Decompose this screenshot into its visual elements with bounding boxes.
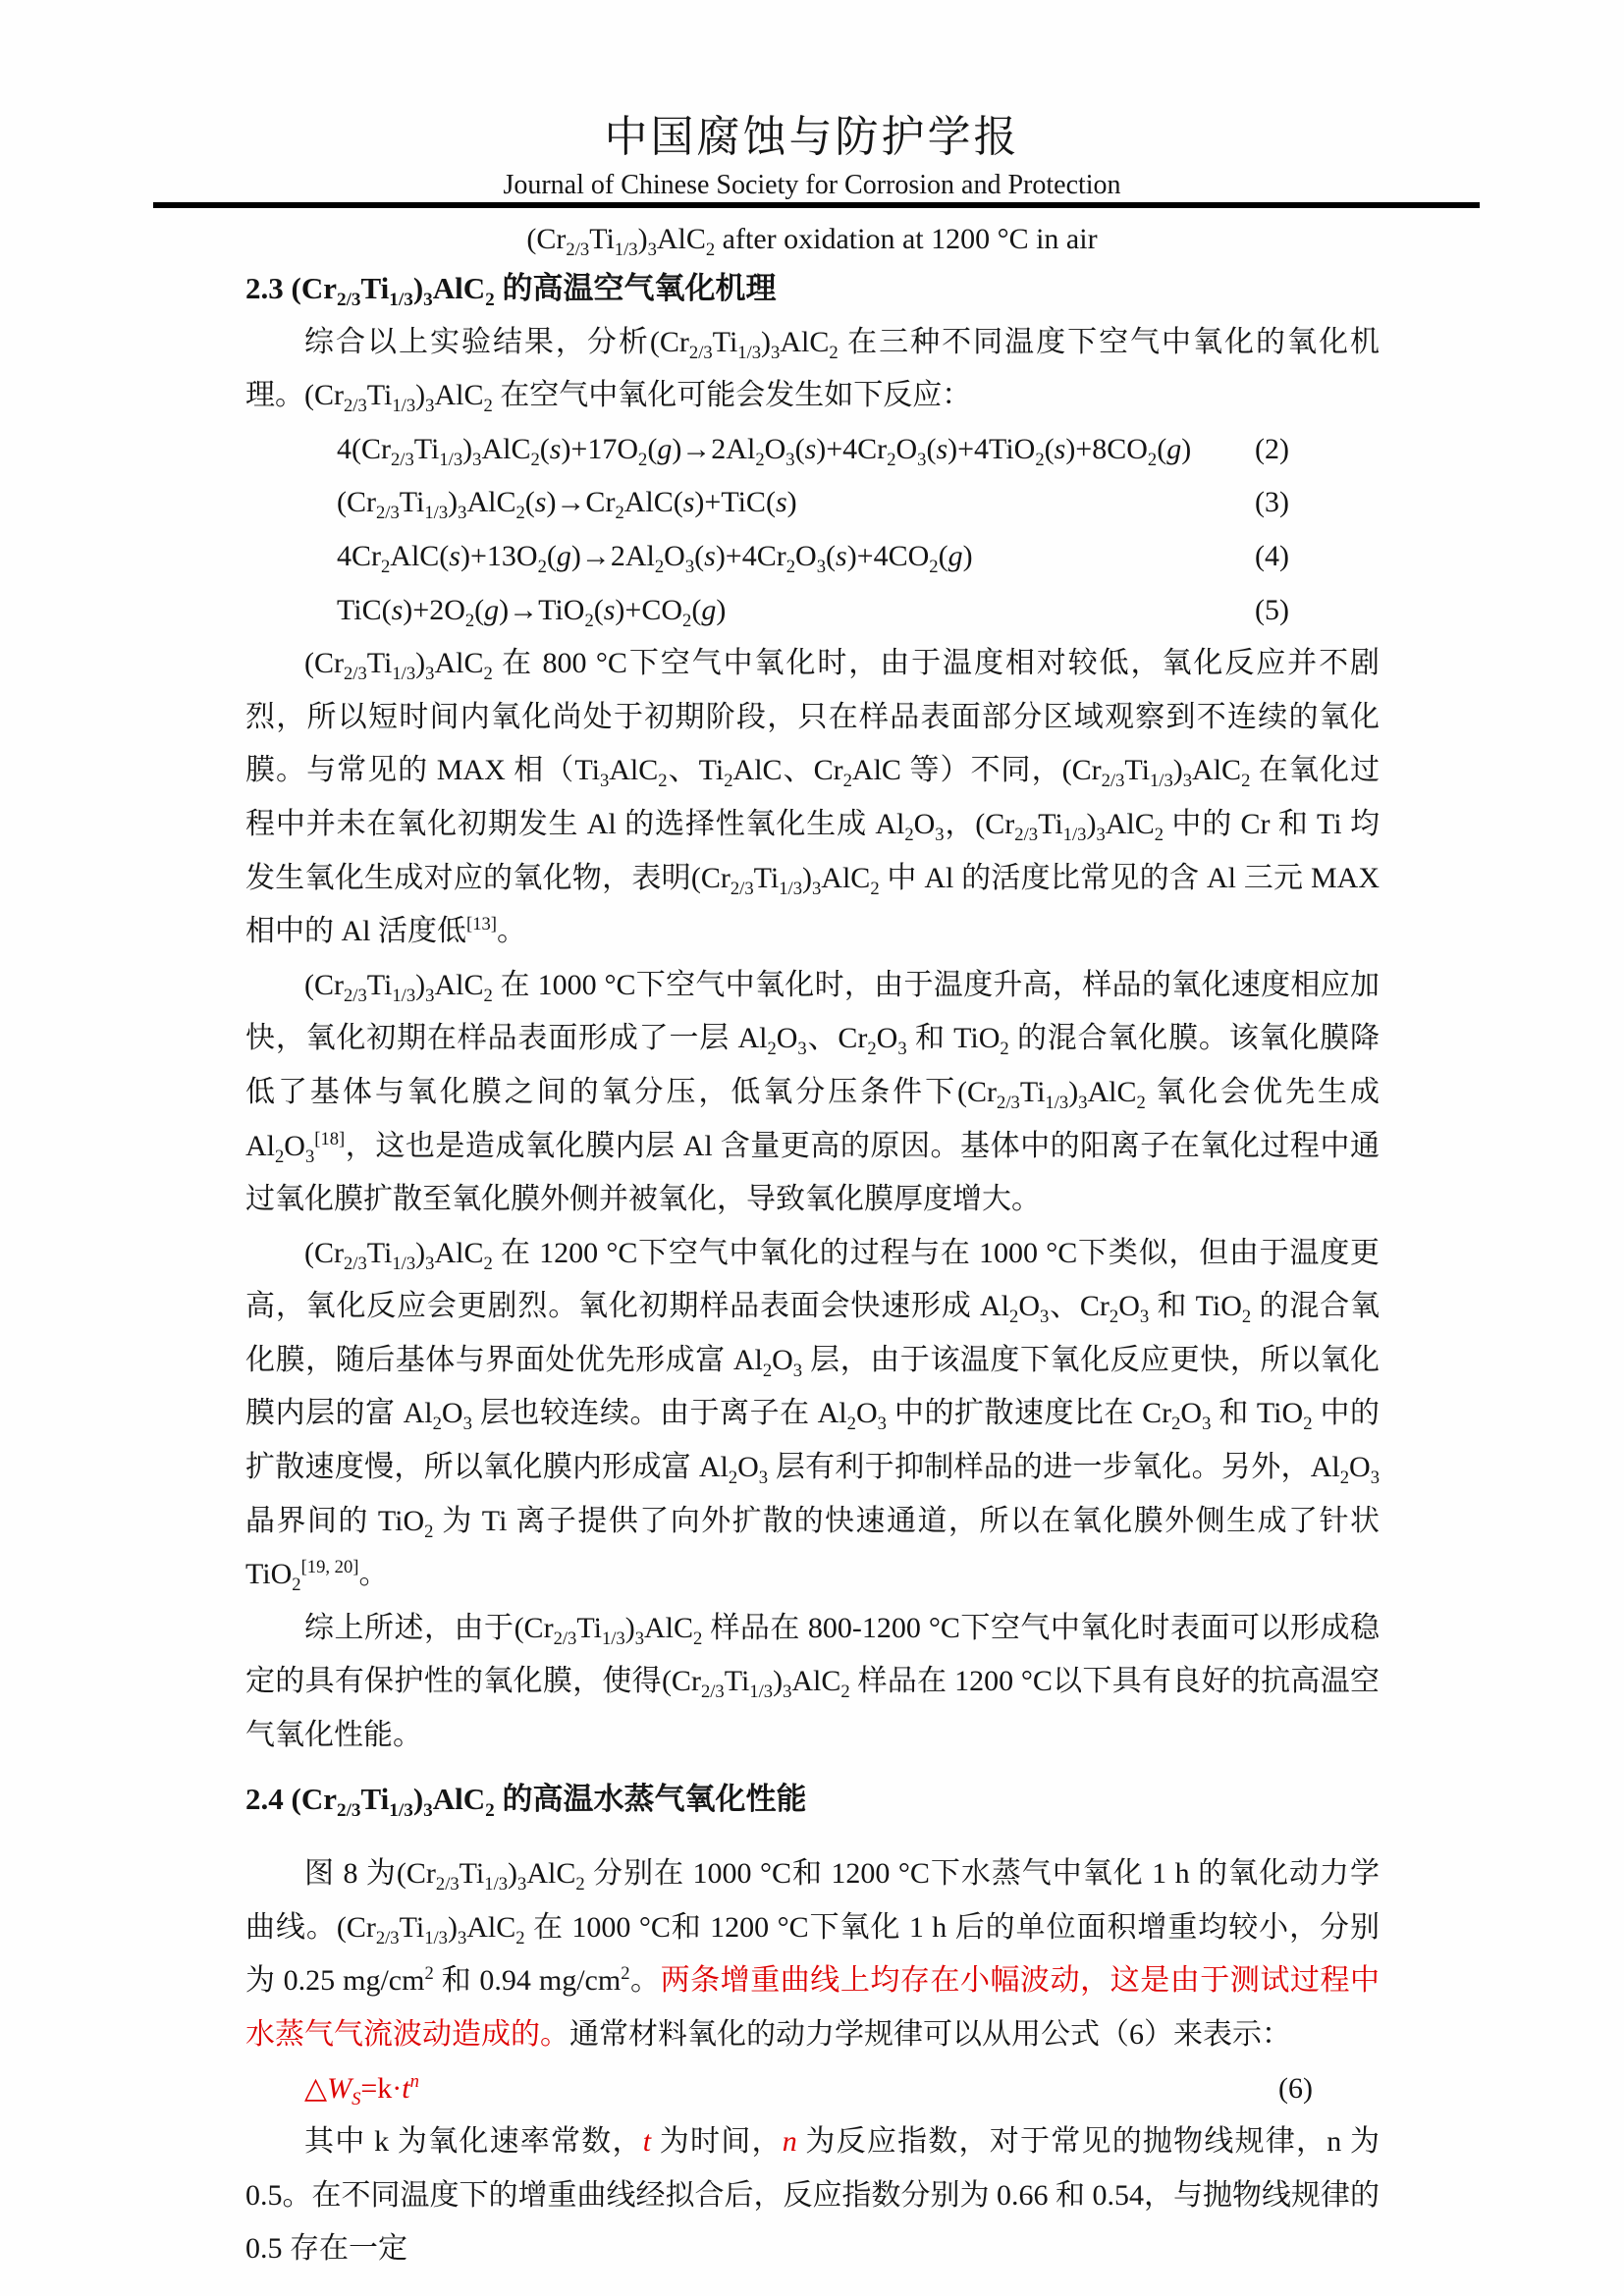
equation-3 [245, 476, 1380, 530]
equation-2-formula: $4(Cr_{2/3}Ti_{1/3})_3AlC_2(s)+17O_2(g)\to 2Al_2O_3(s)+4Cr_2O_3(s)+4TiO_2(s)+8CO_2(g)$ [337, 432, 1192, 470]
figure-caption: $(Cr_{2/3}Ti_{1/3})_3AlC_2$ after oxidation at 1200 °C in air [526, 223, 1098, 260]
equation-4 [245, 530, 1380, 584]
equation-3-formula: $(Cr_{2/3}Ti_{1/3})_3AlC_2(s)\to Cr_2AlC(s)+TiC(s)$ [337, 486, 797, 524]
equation-6-number: (6) [1278, 2071, 1313, 2105]
paragraph-air-summary: 综上所述，由于$(Cr_{2/3}Ti_{1/3})_3AlC_2$ 样品在 800-1200 °C下空气中氧化时表面可以形成稳定的具有保护性的氧化膜，使得$(Cr_{2/3}Ti_{1/3})_3AlC_2$ 样品在 1200 °C以下具有良好的抗高温空气氧化性能。 [245, 1611, 1380, 1752]
paragraph-oxidation-1200c: $(Cr_{2/3}Ti_{1/3})_3AlC_2$ 在 1200 °C下空气中氧化的过程与在 1000 °C下类似，但由于温度更高，氧化反应会更剧烈。氧化初期样品表面会快速形成 $Al_2O_3$、$Cr_2O_3$ 和 TiO$_2$ 的混合氧化膜，随后基体与界面处优先形成富 $Al_2O_3$ 层，由于该温度下氧化反应更快，所以氧化膜内层的富 $Al_2O_3$ 层也较连续。由于离子在 $Al_2O_3$ 中的扩散速度比在 $Cr_2O_3$ 和 TiO$_2$ 中的扩散速度慢，所以氧化膜内形成富 $Al_2O_3$ 层有利于抑制样品的进一步氧化。另外，$Al_2O_3$ 晶界间的 TiO$_2$ 为 Ti 离子提供了向外扩散的快速通道，所以在氧化膜外侧生成了针状 TiO$_2$[19, 20]。 [245, 1236, 1380, 1596]
section-heading-2-4: 2.4 $(Cr_{2/3}Ti_{1/3})_3AlC_2$ 的高温水蒸气氧化性能 [245, 1781, 807, 1821]
paragraph-oxidation-1000c: $(Cr_{2/3}Ti_{1/3})_3AlC_2$ 在 1000 °C下空气中氧化时，由于温度升高，样品的氧化速度相应加快，氧化初期在样品表面形成了一层 $Al_2O_3$、$Cr_2O_3$ 和 TiO$_2$ 的混合氧化膜。该氧化膜降低了基体与氧化膜之间的氧分压，低氧分压条件下$(Cr_{2/3}Ti_{1/3})_3AlC_2$ 氧化会优先生成 $Al_2O_3[18]$，这也是造成氧化膜内层 Al 含量更高的原因。基体中的阳离子在氧化过程中通过氧化膜扩散至氧化膜外侧并被氧化，导致氧化膜厚度增大。 [245, 968, 1380, 1216]
equation-4-number: (4) [1255, 539, 1289, 572]
equation-6 [245, 2062, 1380, 2116]
equation-5-formula: $TiC(s)+2O_2(g)\to TiO_2(s)+CO_2(g)$ [337, 593, 727, 631]
page-body [245, 262, 1380, 2276]
journal-title-english: Journal of Chinese Society for Corrosion and Protection [503, 170, 1121, 200]
paragraph-rate-exponent: 其中 k 为氧化速率常数，t 为时间，n 为反应指数，对于常见的抛物线规律，n 为 0.5。在不同温度下的增重曲线经拟合后，反应指数分别为 0.66 和 0.54，与抛物线规律的 0.5 存在一定 [245, 2125, 1380, 2266]
paragraph-oxidation-800c: $(Cr_{2/3}Ti_{1/3})_3AlC_2$ 在 800 °C下空气中氧化时，由于温度相对较低，氧化反应并不剧烈，所以短时间内氧化尚处于初期阶段，只在样品表面部分区域观察到不连续的氧化膜。与常见的 MAX 相（$Ti_3AlC_2$、$Ti_2AlC$、$Cr_2AlC$ 等）不同，$(Cr_{2/3}Ti_{1/3})_3AlC_2$ 在氧化过程中并未在氧化初期发生 Al 的选择性氧化生成 $Al_2O_3$，$(Cr_{2/3}Ti_{1/3})_3AlC_2$ 中的 Cr 和 Ti 均发生氧化生成对应的氧化物，表明$(Cr_{2/3}Ti_{1/3})_3AlC_2$ 中 Al 的活度比常见的含 Al 三元 MAX 相中的 Al 活度低[13]。 [245, 647, 1380, 948]
section-heading-2-3: 2.3 $(Cr_{2/3}Ti_{1/3})_3AlC_2$ 的高温空气氧化机理 [245, 271, 777, 311]
equation-5 [245, 584, 1380, 638]
equation-6-formula: $\triangle W_S=k\cdot t^n$ [304, 2070, 419, 2109]
equation-2-number: (2) [1255, 432, 1289, 465]
header-rule [153, 202, 1480, 208]
journal-title-chinese: 中国腐蚀与防护学报 [604, 113, 1020, 161]
equation-5-number: (5) [1255, 593, 1289, 626]
equation-2 [245, 423, 1380, 477]
paragraph-intro: 综合以上实验结果，分析$(Cr_{2/3}Ti_{1/3})_3AlC_2$ 在三种不同温度下空气中氧化的氧化机理。$(Cr_{2/3}Ti_{1/3})_3AlC_2$ 在空气中氧化可能会发生如下反应： [245, 325, 1380, 417]
equation-3-number: (3) [1255, 486, 1289, 519]
paragraph-steam-kinetics: 图 8 为$(Cr_{2/3}Ti_{1/3})_3AlC_2$ 分别在 1000 °C和 1200 °C下水蒸气中氧化 1 h 的氧化动力学曲线。$(Cr_{2/3}Ti_{1/3})_3AlC_2$ 在 1000 °C和 1200 °C下氧化 1 h 后的单位面积增重均较小，分别为 0.25 $mg/cm^2$ 和 0.94 $mg/cm^2$。两条增重曲线上均存在小幅波动，这是由于测试过程中水蒸气气流波动造成的。通常材料氧化的动力学规律可以从用公式（6）来表示： [245, 1857, 1380, 2051]
equation-4-formula: $4Cr_2AlC(s)+13O_2(g)\to 2Al_2O_3(s)+4Cr_2O_3(s)+4CO_2(g)$ [337, 539, 973, 577]
